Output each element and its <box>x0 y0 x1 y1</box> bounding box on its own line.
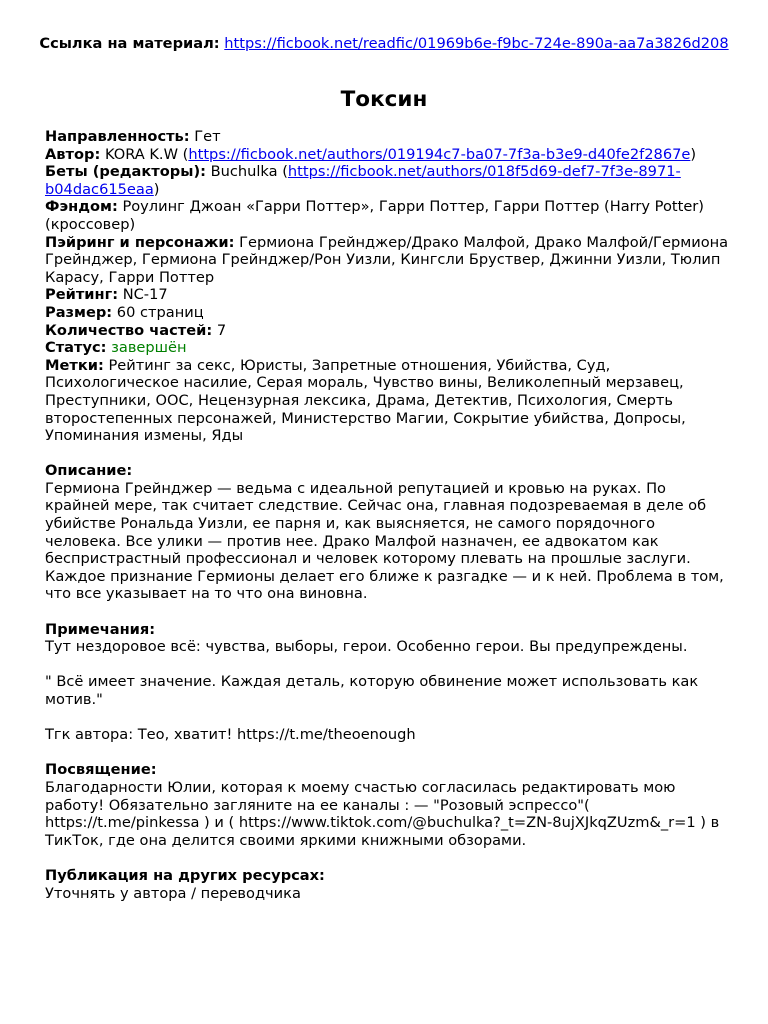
size-value: 60 страниц <box>116 303 204 321</box>
betas-name: Buchulka <box>210 163 278 181</box>
rating-label: Рейтинг: <box>45 286 119 304</box>
tags-row <box>45 357 735 445</box>
fandom-value: Роулинг Джоан «Гарри Поттер», Гарри Поттер, Гарри Поттер (Harry Potter) (кроссовер) <box>45 198 704 233</box>
betas-row: Беты (редакторы): Buchulka (https://ficbook.net/authors/018f5d69-def7-7f3e-8971-b04dac615eaa) <box>45 163 681 198</box>
status-value: завершён <box>111 339 187 357</box>
betas-label: Беты (редакторы): <box>45 163 206 181</box>
notes-paragraph: Тут нездоровое всё: чувства, выборы, герои. Особенно герои. Вы предупреждены. <box>45 638 688 656</box>
source-link[interactable]: https://ficbook.net/readfic/01969b6e-f9bc-724e-890a-aa7a3826d208 <box>224 35 729 52</box>
parts-label: Количество частей: <box>45 321 213 339</box>
author-name: KORA K.W <box>104 145 179 163</box>
description-text: Гермиона Грейнджер — ведьма с идеальной репутацией и кровью на руках. По крайней мере, так считает следствие. Сейчас она, главная подозреваемая в деле об убийстве Рональда Уизли, ее парня и, как выясняется, не самого порядочного человека. Все улики — против нее. Драко Малфой назначен, ее адвокатом как беспристрастный профессионал и человек которому плевать на прошлые заслуги. Каждое признание Гермионы делает его ближе к разгадке — и к ней. Проблема в том, что все указывает на то что она виновна. <box>45 479 724 603</box>
dedication-text: Благодарности Юлии, которая к моему счастью согласилась редактировать мою работу! Обязательно загляните на ее каналы : — "Розовый эспрессо"( https://t.me/pinkessa ) и ( https://www.tiktok.com/@buchulka?_t=ZN-8ujXJkqZUzm&_r=1 ) в ТикТок, где она делится своими яркими книжными обзорами. <box>45 778 720 849</box>
notes-quote: " Всё имеет значение. Каждая деталь, которую обвинение может использовать как мотив." <box>45 673 699 708</box>
dedication-heading: Посвящение: <box>45 761 157 779</box>
source-line <box>0 35 768 53</box>
spacer <box>45 445 735 463</box>
author-link[interactable]: https://ficbook.net/authors/019194c7-ba07-7f3a-b3e9-d40fe2f2867e <box>188 145 691 163</box>
parts-value: 7 <box>216 321 227 339</box>
pairing-row <box>45 234 735 287</box>
pairing-label: Пэйринг и персонажи: <box>45 233 235 251</box>
rating-value: NC-17 <box>122 286 168 304</box>
notes-author-channel: Тгк автора: Тео, хватит! https://t.me/theoenough <box>45 726 416 744</box>
pairing-value: Гермиона Грейнджер/Драко Малфой, Драко Малфой/Гермиона Грейнджер, Гермиона Грейнджер/Рон Уизли, Кингсли Бруствер, Джинни Уизли, Тюлип Карасу, Гарри Поттер <box>45 233 729 286</box>
tags-label: Метки: <box>45 356 104 374</box>
source-label: Ссылка на материал: <box>39 35 220 52</box>
spacer <box>45 744 735 762</box>
author-row: Автор: KORA K.W (https://ficbook.net/authors/019194c7-ba07-7f3a-b3e9-d40fe2f2867e) <box>45 145 697 163</box>
work-metadata <box>45 128 735 902</box>
size-row <box>45 304 735 322</box>
notes-heading: Примечания: <box>45 620 156 638</box>
publication-heading: Публикация на других ресурсах: <box>45 866 325 884</box>
status-label: Статус: <box>45 339 107 357</box>
spacer <box>45 603 735 621</box>
tags-value: Рейтинг за секс, Юристы, Запретные отношения, Убийства, Суд, Психологическое насилие, Серая мораль, Чувство вины, Великолепный мерзавец, Преступники, ООС, Нецензурная лексика, Драма, Детектив, Психология, Смерть второстепенных персонажей, Министерство Магии, Сокрытие убийства, Допросы, Упоминания измены, Яды <box>45 356 686 445</box>
direction-row <box>45 128 735 146</box>
fandom-label: Фэндом: <box>45 198 118 216</box>
rating-row <box>45 286 735 304</box>
direction-label: Направленность: <box>45 128 190 145</box>
publication-text: Уточнять у автора / переводчика <box>45 884 301 902</box>
betas-link[interactable]: https://ficbook.net/authors/018f5d69-def7-7f3e-8971-b04dac615eaa <box>45 163 681 198</box>
fandom-row <box>45 198 735 233</box>
spacer <box>45 849 735 867</box>
work-title: Токсин <box>340 87 428 112</box>
spacer <box>45 709 735 727</box>
direction-value: Гет <box>194 128 221 145</box>
description-heading: Описание: <box>45 462 133 480</box>
spacer <box>45 656 735 674</box>
status-row <box>45 339 735 357</box>
parts-row <box>45 322 735 340</box>
size-label: Размер: <box>45 303 113 321</box>
author-label: Автор: <box>45 145 101 163</box>
